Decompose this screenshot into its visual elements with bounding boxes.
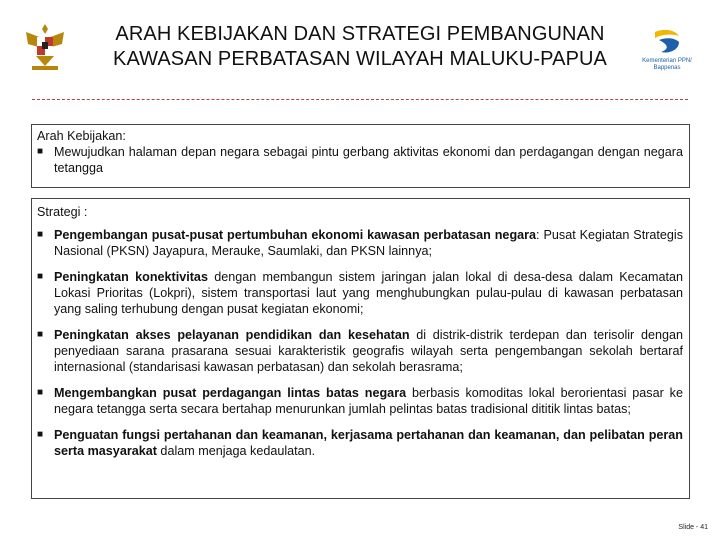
strategy-box [31, 198, 690, 499]
policy-box [31, 124, 690, 188]
header-divider [32, 99, 688, 100]
bappenas-logo [630, 26, 704, 86]
garuda-emblem-icon [22, 22, 68, 72]
title-line-1: ARAH KEBIJAKAN DAN STRATEGI PEMBANGUNAN [115, 23, 605, 45]
bullet-square-icon: ■ [37, 271, 44, 282]
strategy-item: ■ Peningkatan konektivitas dengan membangun sistem jaringan jalan lokal di desa-desa dalam Kecamatan Lokasi Prioritas (Lokpri), sistem transportasi laut yang menghubungkan pulau-pulau di kawasan perbatasan yang saling terhubung dengan pusat kegiatan ekonomi; [37, 270, 683, 316]
policy-heading: Arah Kebijakan: [37, 129, 126, 143]
bullet-square-icon: ■ [37, 387, 44, 398]
bullet-square-icon: ■ [37, 229, 44, 240]
strategy-item: ■ Mengembangkan pusat perdagangan lintas batas negara berbasis komoditas lokal berorientasi pasar ke negara tetangga serta secara bertahap menurunkan jumlah pelintas batas tradisional dititik lintas batas; [37, 386, 683, 416]
slide-number: Slide - 41 [678, 524, 708, 531]
title-line-2: KAWASAN PERBATASAN WILAYAH MALUKU-PAPUA [113, 48, 607, 70]
logo-text-line-2: Bappenas [653, 65, 681, 71]
bullet-square-icon: ■ [37, 329, 44, 340]
bullet-square-icon: ■ [37, 429, 44, 440]
policy-list [37, 144, 683, 176]
bullet-square-icon: ■ [37, 146, 44, 157]
strategy-item: ■ Peningkatan akses pelayanan pendidikan dan kesehatan di distrik-distrik terdepan dan terisolir dengan penyediaan sarana prasarana sesuai karakteristik geografis wilayah serta pengembangan sekolah bertaraf internasional (standarisasi kawasan perbatasan) dan sekolah berasrama; [37, 328, 683, 374]
bappenas-logo-icon [649, 26, 685, 56]
strategy-item: ■ Penguatan fungsi pertahanan dan keamanan, kerjasama pertahanan dan keamanan, dan pelibatan peran serta masyarakat dalam menjaga kedaulatan. [37, 428, 683, 458]
page-title [100, 22, 620, 72]
strategy-list [37, 227, 683, 459]
strategy-item: ■ Pengembangan pusat-pusat pertumbuhan ekonomi kawasan perbatasan negara: Pusat Kegiatan Strategis Nasional (PKSN) Jayapura, Merauke, Saumlaki, dan PKSN lainnya; [37, 228, 683, 258]
policy-item: ■ Mewujudkan halaman depan negara sebagai pintu gerbang aktivitas ekonomi dan perdagangan dengan negara tetangga [37, 145, 683, 175]
logo-text-line-1: Kementerian PPN/ [642, 58, 692, 64]
strategy-heading: Strategi : [37, 205, 88, 219]
